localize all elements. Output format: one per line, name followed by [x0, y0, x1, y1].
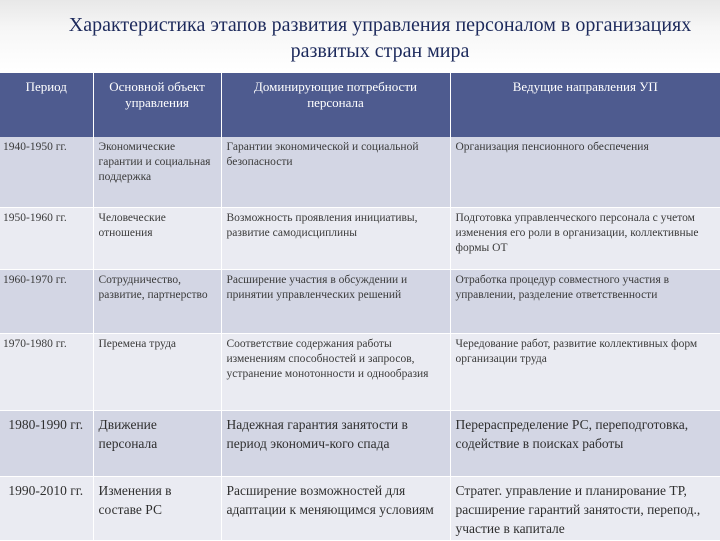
object-cell: Человеческие отношения — [93, 207, 221, 269]
period-cell: 1960-1970 гг. — [0, 269, 93, 333]
page-title: Характеристика этапов развития управления персоналом в организациях развитых стран мира — [68, 14, 692, 62]
title-area — [0, 0, 720, 70]
period-cell: 1940-1950 гг. — [0, 137, 93, 207]
header-object: Основной объект управления — [93, 73, 221, 137]
directions-cell: Отработка процедур совместного участия в управлении, разделение ответственности — [450, 269, 720, 333]
object-cell: Перемена труда — [93, 333, 221, 410]
header-period: Период — [0, 73, 93, 137]
needs-cell: Надежная гарантия занятости в период экономич-кого спада — [221, 410, 450, 476]
period-cell: 1990-2010 гг. — [0, 476, 93, 540]
table-row — [0, 333, 720, 410]
table-row — [0, 269, 720, 333]
object-cell: Сотрудничество, развитие, партнерство — [93, 269, 221, 333]
period-cell: 1970-1980 гг. — [0, 333, 93, 410]
table-header-row — [0, 73, 720, 137]
header-needs: Доминирующие потребности персонала — [221, 73, 450, 137]
table-row — [0, 137, 720, 207]
directions-cell: Чередование работ, развитие коллективных форм организации труда — [450, 333, 720, 410]
needs-cell: Расширение участия в обсуждении и принятии управленческих решений — [221, 269, 450, 333]
table-row — [0, 410, 720, 476]
directions-cell: Подготовка управленческого персонала с учетом изменения его роли в организации, коллективные формы ОТ — [450, 207, 720, 269]
needs-cell: Расширение возможностей для адаптации к меняющимся условиям — [221, 476, 450, 540]
directions-cell: Стратег. управление и планирование ТР, расширение гарантий занятости, перепод., участие в капитале — [450, 476, 720, 540]
needs-cell: Возможность проявления инициативы, развитие самодисциплины — [221, 207, 450, 269]
object-cell: Экономические гарантии и социальная поддержка — [93, 137, 221, 207]
header-directions: Ведущие направления УП — [450, 73, 720, 137]
needs-cell: Гарантии экономической и социальной безопасности — [221, 137, 450, 207]
object-cell: Изменения в составе РС — [93, 476, 221, 540]
directions-cell: Организация пенсионного обеспечения — [450, 137, 720, 207]
directions-cell: Перераспределение РС, переподготовка, содействие в поисках работы — [450, 410, 720, 476]
period-cell: 1950-1960 гг. — [0, 207, 93, 269]
period-cell: 1980-1990 гг. — [0, 410, 93, 476]
table-row — [0, 476, 720, 540]
needs-cell: Соответствие содержания работы изменениям способностей и запросов, устранение монотонности и однообразия — [221, 333, 450, 410]
object-cell: Движение персонала — [93, 410, 221, 476]
stages-table — [0, 73, 720, 541]
table-row — [0, 207, 720, 269]
